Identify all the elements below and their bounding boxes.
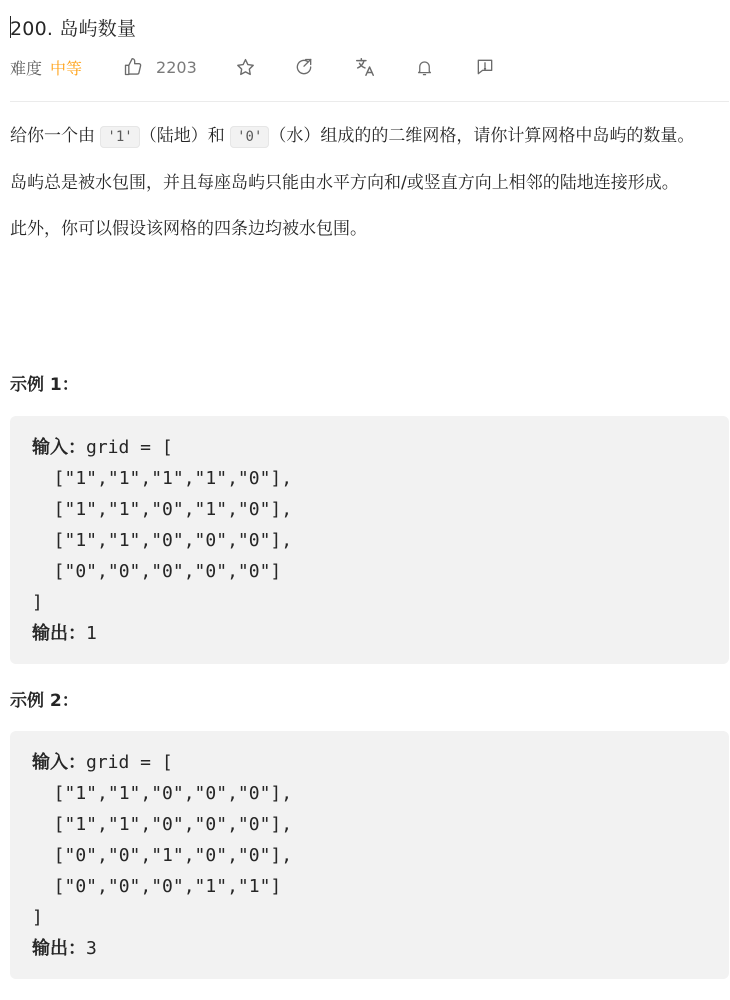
header-divider — [10, 101, 729, 102]
grid-row: ["1","1","0","0","0"], — [32, 814, 293, 835]
text-span: 给你一个由 — [10, 126, 101, 146]
example-1-code-block — [10, 416, 729, 664]
input-label: 输入： — [32, 437, 86, 458]
input-head: grid = [ — [86, 752, 173, 773]
grid-row: ["0","0","0","1","1"] — [32, 876, 282, 897]
output-label: 输出： — [32, 623, 86, 644]
example-1-title: 示例 1： — [10, 375, 79, 395]
problem-meta-bar — [10, 55, 496, 79]
grid-row: ["0","0","0","0","0"] — [32, 561, 282, 582]
grid-row: ["1","1","0","0","0"], — [32, 530, 293, 551]
output-value: 3 — [86, 938, 97, 959]
difficulty-label: 难度 — [10, 58, 43, 78]
difficulty-value: 中等 — [50, 58, 83, 78]
feedback-icon[interactable] — [474, 56, 496, 78]
output-value: 1 — [86, 623, 97, 644]
description-paragraph: 此外，你可以假设该网格的四条边均被水包围。 — [10, 219, 367, 239]
like-count: 2203 — [156, 57, 197, 77]
input-label: 输入： — [32, 752, 86, 773]
share-icon[interactable] — [293, 56, 315, 78]
input-tail: ] — [32, 907, 43, 928]
grid-row: ["1","1","0","1","0"], — [32, 499, 293, 520]
thumbs-up-icon — [122, 56, 144, 78]
input-head: grid = [ — [86, 437, 173, 458]
grid-row: ["1","1","1","1","0"], — [32, 468, 293, 489]
example-2-code-block — [10, 731, 729, 979]
text-span: （陆地）和 — [139, 126, 231, 146]
description-paragraph: 岛屿总是被水包围，并且每座岛屿只能由水平方向和/或竖直方向上相邻的陆地连接形成。 — [10, 173, 679, 193]
output-label: 输出： — [32, 938, 86, 959]
example-2-title: 示例 2： — [10, 691, 79, 711]
description-paragraph — [10, 122, 726, 152]
problem-description — [10, 122, 726, 261]
translate-icon[interactable] — [354, 56, 376, 78]
like-button[interactable] — [122, 56, 197, 78]
text-span: （水）组成的的二维网格，请你计算网格中岛屿的数量。 — [269, 126, 695, 146]
input-tail: ] — [32, 592, 43, 613]
grid-row: ["0","0","1","0","0"], — [32, 845, 293, 866]
grid-row: ["1","1","0","0","0"], — [32, 783, 293, 804]
inline-code: '0' — [230, 126, 269, 148]
star-icon[interactable] — [235, 56, 257, 78]
bell-icon[interactable] — [414, 56, 436, 78]
inline-code: '1' — [100, 126, 139, 148]
problem-title: 200. 岛屿数量 — [10, 18, 137, 40]
